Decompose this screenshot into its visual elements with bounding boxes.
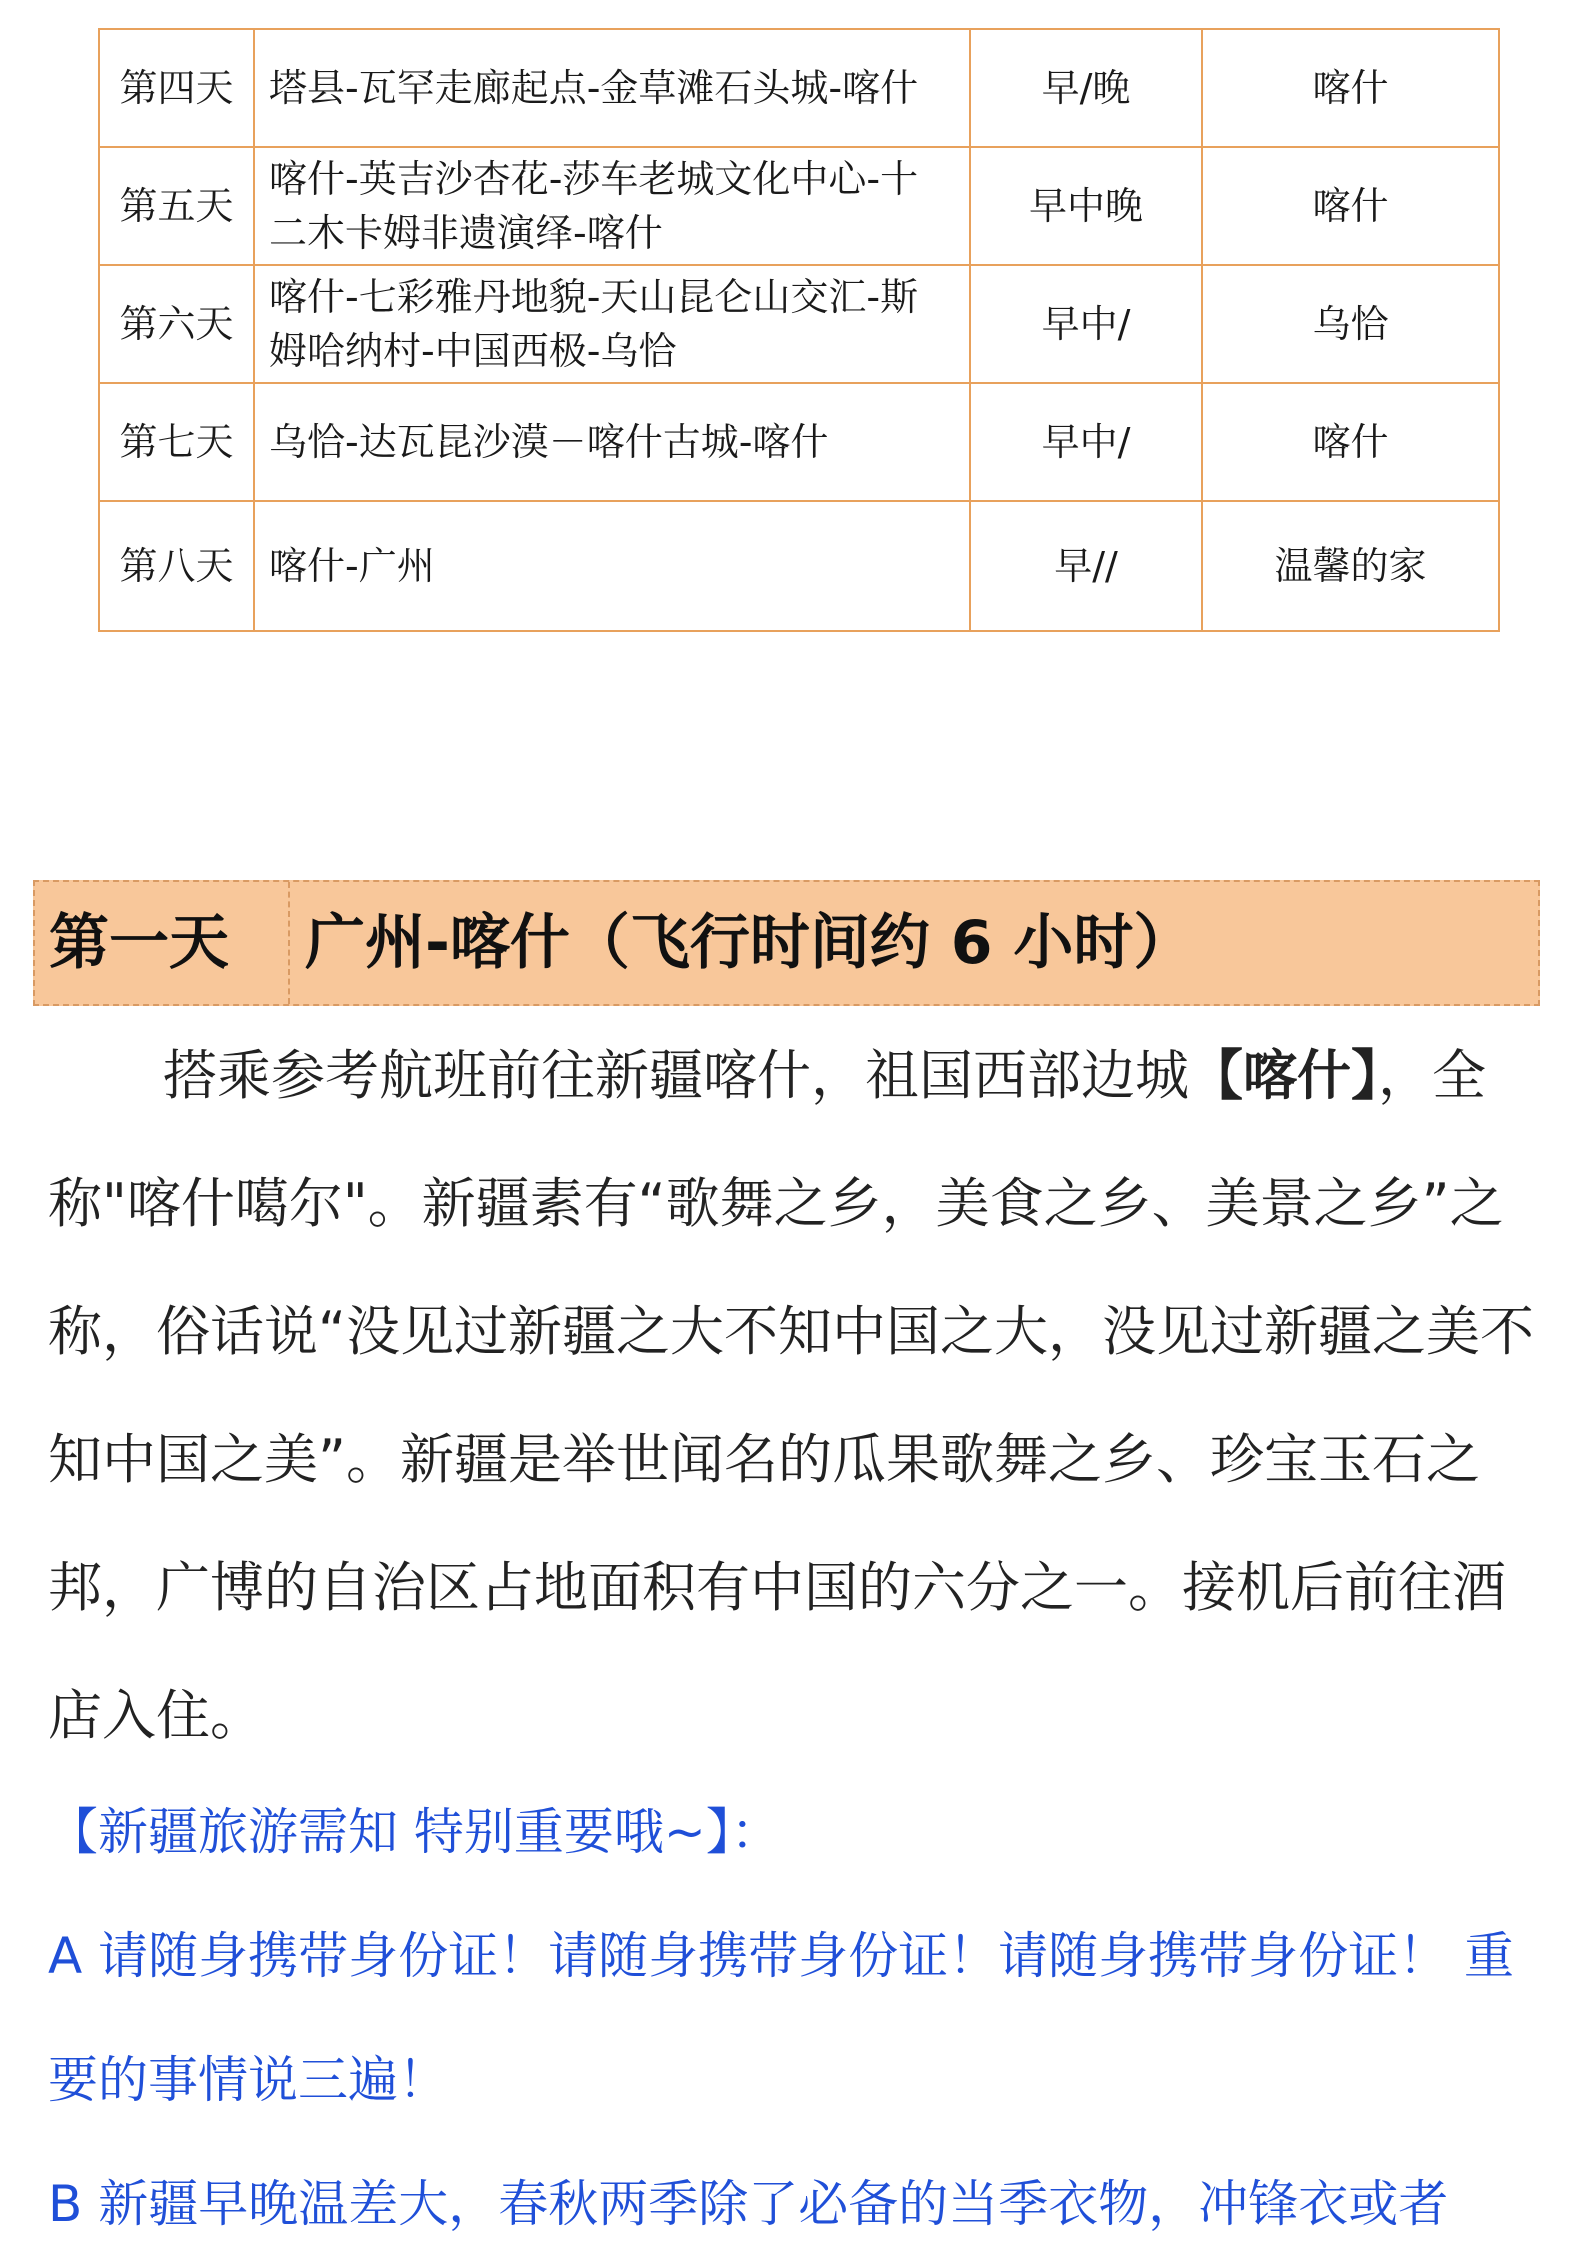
meals-cell: 早中/ [970,383,1202,501]
notes-title: 【新疆旅游需知 特别重要哦~】： [48,1803,781,1861]
route-cell: 喀什-七彩雅丹地貌-天山昆仑山交汇-斯姆哈纳村-中国西极-乌恰 [254,265,970,383]
day-label: 第一天 [49,908,229,978]
table-row [99,383,1499,501]
meals-cell: 早/晚 [970,29,1202,147]
table-row [99,147,1499,265]
meals-cell: 早// [970,501,1202,631]
route-cell: 喀什-广州 [254,501,970,631]
day-heading-band [33,880,1540,1006]
day-title: 广州-喀什（飞行时间约 6 小时） [305,908,1194,978]
hotel-cell: 温馨的家 [1202,501,1499,631]
hotel-cell: 喀什 [1202,383,1499,501]
day-cell: 第八天 [99,501,254,631]
intro-paragraph [48,1012,1558,1780]
intro-text: 搭乘参考航班前往新疆喀什，祖国西部边城 [163,1044,1189,1107]
route-cell: 喀什-英吉沙杏花-莎车老城文化中心-十二木卡姆非遗演绎-喀什 [254,147,970,265]
route-cell: 塔县-瓦罕走廊起点-金草滩石头城-喀什 [254,29,970,147]
day-cell: 第六天 [99,265,254,383]
intro-text: ，全称"喀什噶尔"。新疆素有“歌舞之乡，美食之乡、美景之乡”之称，俗话说“没见过新疆之大不知中国之大，没见过新疆之美不知中国之美”。新疆是举世闻名的瓜果歌舞之乡、珍宝玉石之邦，广博的自治区占地面积有中国的六分之一。接机后前往酒店入住。 [48,1044,1534,1747]
itinerary-table [98,28,1500,632]
hotel-cell: 乌恰 [1202,265,1499,383]
heading-divider [288,882,290,1004]
day-cell: 第四天 [99,29,254,147]
day-cell: 第五天 [99,147,254,265]
note-item-a: A 请随身携带身份证！请随身携带身份证！请随身携带身份证！ 重要的事情说三遍！ [48,1927,1514,2109]
route-cell: 乌恰-达瓦昆沙漠－喀什古城-喀什 [254,383,970,501]
table-row [99,265,1499,383]
hotel-cell: 喀什 [1202,147,1499,265]
table-row [99,501,1499,631]
meals-cell: 早中晚 [970,147,1202,265]
note-item-b: B 新疆早晚温差大，春秋两季除了必备的当季衣物，冲锋衣或者 [48,2175,1449,2233]
table-row [99,29,1499,147]
day-cell: 第七天 [99,383,254,501]
intro-highlight: 【喀什】 [1189,1044,1378,1107]
travel-notes [48,1770,1558,2266]
meals-cell: 早中/ [970,265,1202,383]
hotel-cell: 喀什 [1202,29,1499,147]
